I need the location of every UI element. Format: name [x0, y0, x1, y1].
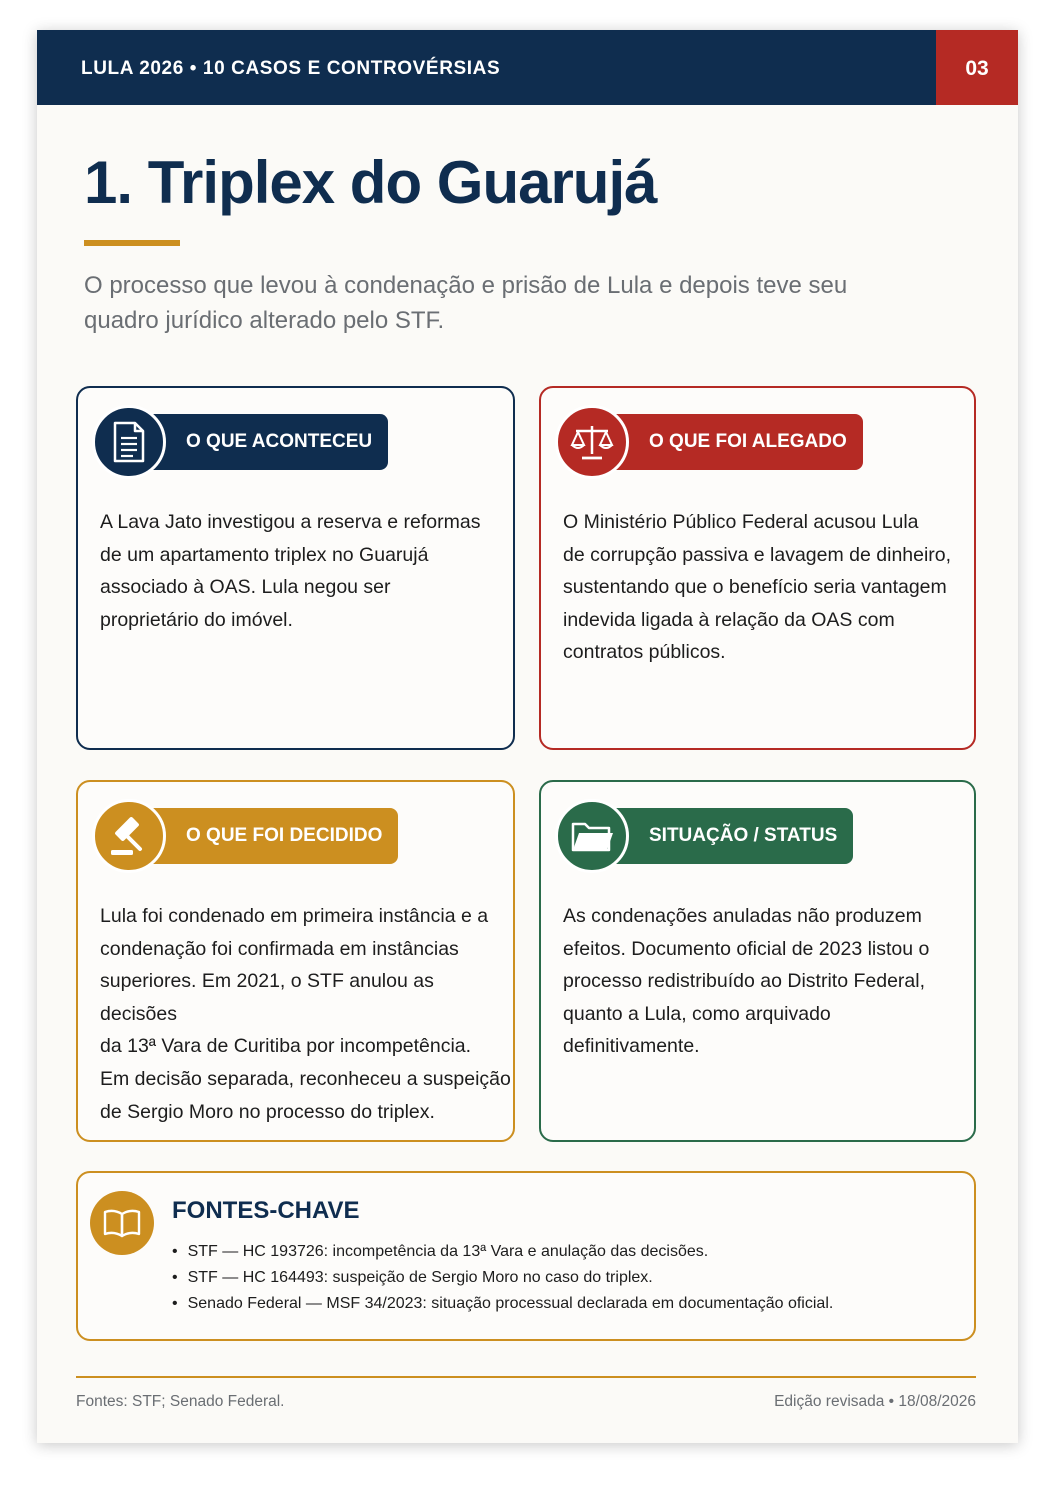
card-label-pill [138, 808, 398, 864]
source-item: • STF — HC 164493: suspeição de Sergio Moro no caso do triplex. [172, 1265, 833, 1291]
gavel-icon [92, 799, 166, 873]
page-title: 1. Triplex do Guarujá [84, 149, 657, 216]
footer-edition: Edição revisada • 18/08/2026 [774, 1393, 976, 1410]
card-what-was-alleged [539, 386, 976, 750]
footer-divider [76, 1376, 976, 1378]
card-text: O Ministério Público Federal acusou Lula de corrupção passiva e lavagem de dinheiro, sustentando que o benefício seria vantagem indevida ligada à relação da OAS com contratos públicos. [563, 511, 952, 664]
card-label: O QUE ACONTECEU [186, 431, 373, 452]
card-label-pill [601, 808, 853, 864]
card-text: Lula foi condenado em primeira instância e a condenação foi confirmada em instâncias superiores. Em 2021, o STF anulou as decisões da 13ª Vara de Curitiba por incompetência. Em decisão separada, reconheceu a suspeição de Sergio Moro no processo do triplex. [100, 905, 511, 1123]
title-underline [84, 240, 180, 246]
scales-icon [555, 405, 629, 479]
footer-sources: Fontes: STF; Senado Federal. [76, 1393, 285, 1410]
page [37, 30, 1018, 1443]
header-bar [37, 30, 1018, 105]
source-item: • Senado Federal — MSF 34/2023: situação processual declarada em documentação oficial. [172, 1291, 833, 1317]
page-subtitle: O processo que levou à condenação e prisão de Lula e depois teve seu quadro jurídico alterado pelo STF. [84, 272, 848, 334]
card-status [539, 780, 976, 1142]
folder-icon [555, 799, 629, 873]
card-label: O QUE FOI DECIDIDO [186, 825, 383, 846]
card-label: SITUAÇÃO / STATUS [649, 825, 838, 846]
book-icon [90, 1191, 154, 1255]
series-title: LULA 2026 • 10 CASOS E CONTROVÉRSIAS [81, 58, 501, 79]
document-icon [92, 405, 166, 479]
card-text: As condenações anuladas não produzem efeitos. Documento oficial de 2023 listou o processo redistribuído ao Distrito Federal, quanto a Lula, como arquivado definitivamente. [563, 905, 930, 1058]
card-label-pill [138, 414, 388, 470]
key-sources-box [76, 1171, 976, 1341]
sources-list [172, 1239, 833, 1317]
card-text: A Lava Jato investigou a reserva e reformas de um apartamento triplex no Guarujá associado à OAS. Lula negou ser proprietário do imóvel. [100, 511, 481, 631]
sources-title: FONTES-CHAVE [172, 1197, 360, 1224]
source-item: • STF — HC 193726: incompetência da 13ª Vara e anulação das decisões. [172, 1239, 833, 1265]
page-number: 03 [936, 30, 1018, 105]
card-label-pill [601, 414, 863, 470]
card-what-was-decided [76, 780, 515, 1142]
card-label: O QUE FOI ALEGADO [649, 431, 847, 452]
card-what-happened [76, 386, 515, 750]
